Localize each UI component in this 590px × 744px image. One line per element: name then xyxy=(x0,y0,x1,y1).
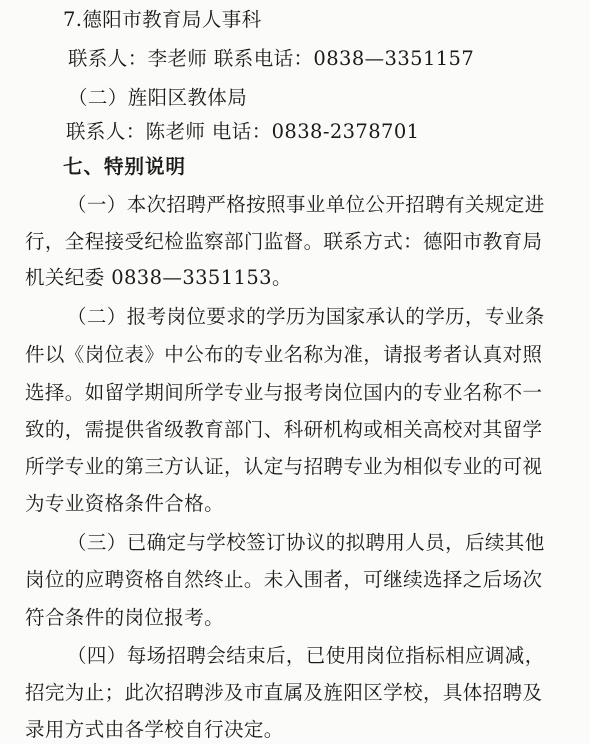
contact-item-7-title: 7.德阳市教育局人事科 xyxy=(63,8,262,31)
para3-line-3: 符合条件的岗位报考。 xyxy=(25,606,225,629)
para4-line-1: （四）每场招聘会结束后，已使用岗位指标相应调减， xyxy=(67,644,545,667)
contact-item-7-contact: 联系人：李老师 联系电话：0838—3351157 xyxy=(68,47,475,70)
para2-line-1: （二）报考岗位要求的学历为国家承认的学历，专业条 xyxy=(67,305,545,328)
para3-line-1: （三）已确定与学校签订协议的拟聘用人员，后续其他 xyxy=(67,531,545,554)
para3-line-2: 岗位的应聘资格自然终止。未入围者，可继续选择之后场次 xyxy=(25,568,543,591)
para2-line-2: 件以《岗位表》中公布的专业名称为准，请报考者认真对照 xyxy=(25,343,543,366)
para1-line-1: （一）本次招聘严格按照事业单位公开招聘有关规定进 xyxy=(67,193,545,216)
para4-line-3: 录用方式由各学校自行决定。 xyxy=(25,718,284,741)
para2-line-3: 选择。如留学期间所学专业与报考岗位国内的专业名称不一 xyxy=(25,381,543,404)
section-heading: 七、特别说明 xyxy=(63,155,187,178)
contact-jingyang-title: （二）旌阳区教体局 xyxy=(68,86,248,109)
para4-line-2: 招完为止；此次招聘涉及市直属及旌阳区学校，具体招聘及 xyxy=(25,681,543,704)
para2-line-5: 所学专业的第三方认证，认定与招聘专业为相似专业的可视 xyxy=(25,455,543,478)
para2-line-6: 为专业资格条件合格。 xyxy=(25,492,225,515)
para2-line-4: 致的，需提供省级教育部门、科研机构或相关高校对其留学 xyxy=(25,418,543,441)
para1-line-2: 行，全程接受纪检监察部门监督。联系方式：德阳市教育局 xyxy=(25,230,543,253)
contact-jingyang-contact: 联系人：陈老师 电话：0838-2378701 xyxy=(66,120,420,143)
para1-line-3: 机关纪委 0838—3351153。 xyxy=(25,266,292,289)
